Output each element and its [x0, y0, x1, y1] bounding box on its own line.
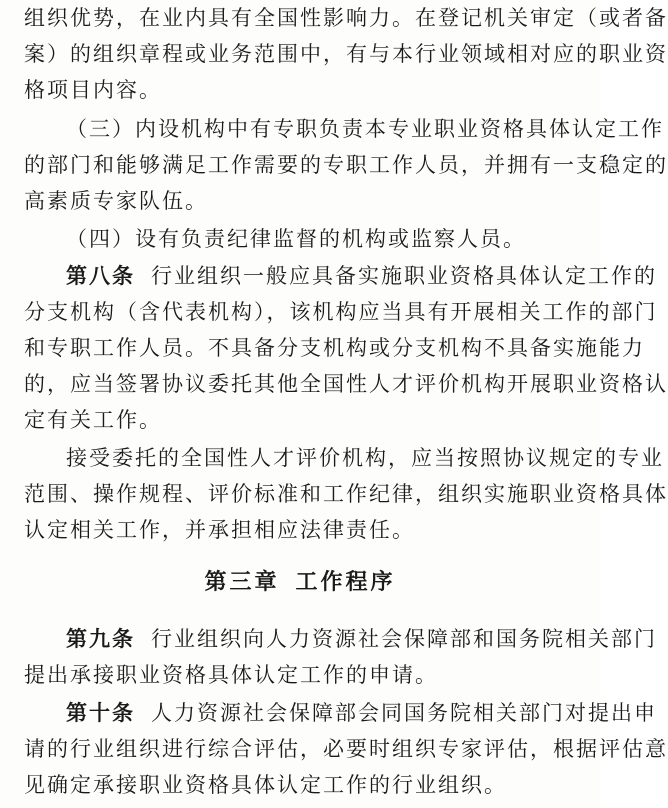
- chapter-title: 工作程序: [295, 570, 396, 595]
- paragraph-line: 的，应当签署协议委托其他全国性人才评价机构开展职业资格认: [24, 372, 668, 396]
- paragraph-line: 案）的组织章程或业务范围中，有与本行业领域相对应的职业资: [24, 42, 668, 66]
- paragraph-line: （三）内设机构中有专职负责本专业职业资格具体认定工作: [66, 117, 664, 141]
- article-9-text: 行业组织向人力资源社会保障部和国务院相关部门: [151, 627, 657, 651]
- article-8-label: 第八条: [66, 264, 135, 288]
- paragraph-line: 见确定承接职业资格具体认定工作的行业组织。: [24, 773, 507, 797]
- article-10-text: 人力资源社会保障部会同国务院相关部门对提出申: [151, 701, 657, 725]
- paragraph-line: 定有关工作。: [24, 408, 162, 432]
- paragraph-line: （四）设有负责纪律监督的机构或监察人员。: [66, 227, 526, 251]
- article-10-label: 第十条: [66, 701, 135, 725]
- paragraph-line: 接受委托的全国性人才评价机构，应当按照协议规定的专业: [66, 446, 664, 470]
- paragraph-line: 提出承接职业资格具体认定工作的申请。: [24, 663, 438, 687]
- paragraph-line: 请的行业组织进行综合评估，必要时组织专家评估，根据评估意: [24, 737, 668, 761]
- paragraph-line: 和专职工作人员。不具备分支机构或分支机构不具备实施能力: [24, 336, 645, 360]
- chapter-number: 第三章: [204, 570, 280, 595]
- article-8-text: 行业组织一般应具备实施职业资格具体认定工作的: [151, 264, 657, 288]
- article-8-line: [66, 262, 657, 290]
- paragraph-line: 组织优势，在业内具有全国性影响力。在登记机关审定（或者备: [24, 6, 668, 30]
- paragraph-line: 分支机构（含代表机构），该机构应当具有开展相关工作的部门: [24, 300, 658, 324]
- paragraph-line: 认定相关工作，并承担相应法律责任。: [24, 518, 415, 542]
- paragraph-line: 的部门和能够满足工作需要的专职工作人员，并拥有一支稳定的: [24, 153, 668, 177]
- paragraph-line: 范围、操作规程、评价标准和工作纪律，组织实施职业资格具体: [24, 482, 668, 506]
- chapter-heading: [0, 568, 600, 598]
- paragraph-line: 格项目内容。: [24, 78, 162, 102]
- article-9-label: 第九条: [66, 627, 135, 651]
- article-10-line: [66, 699, 657, 727]
- article-9-line: [66, 625, 657, 653]
- paragraph-line: 高素质专家队伍。: [24, 189, 208, 213]
